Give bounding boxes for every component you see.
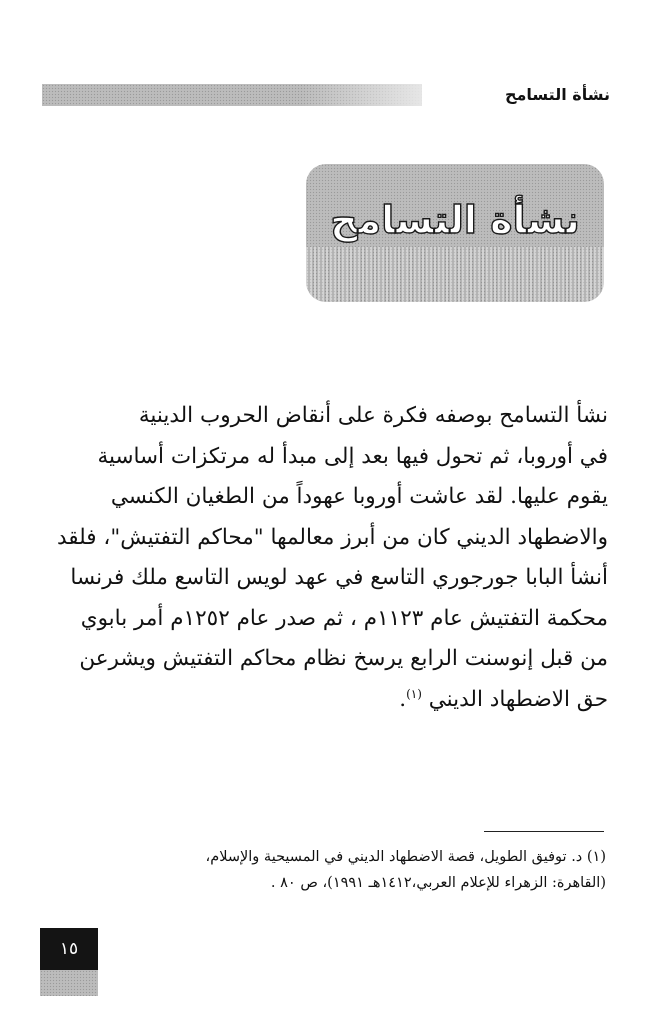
chapter-title-box [306, 164, 604, 302]
body-line: نشأ التسامح بوصفه فكرة على أنقاض الحروب الدينية [138, 403, 608, 428]
sentence-end: . [399, 686, 407, 712]
page-number-shadow [40, 970, 98, 996]
header-decorative-bar [42, 84, 422, 106]
footnote-line: (١) د. توفيق الطويل، قصة الاضطهاد الديني في المسيحية والإسلام، [205, 849, 606, 865]
body-line: يقوم عليها. لقد عاشت أوروبا عهوداً من الطغيان الكنسي [110, 484, 608, 509]
body-line-last [42, 680, 608, 721]
body-line: حق الاضطهاد الديني [428, 686, 608, 712]
footnotes [60, 844, 606, 896]
body-line: في أوروبا، ثم تحول فيها بعد إلى مبدأ له مرتكزات أساسية [97, 443, 608, 469]
body-line: من قبل إنوسنت الرابع يرسخ نظام محاكم التفتيش ويشرعن [79, 646, 608, 671]
running-head: نشأة التسامح [504, 85, 610, 104]
footnote-separator [484, 831, 604, 832]
footnote-line: (القاهرة: الزهراء للإعلام العربي،١٤١٢هـ ١٩٩١)، ص ٨٠ . [270, 875, 606, 891]
body-line: محكمة التفتيش عام ١١٢٣م ، ثم صدر عام ١٢٥٢م أمر بابوي [80, 605, 608, 631]
chapter-title: نشأة التسامح [330, 198, 580, 242]
body-line: أنشأ البابا جورجوري التاسع في عهد لويس التاسع ملك فرنسا [70, 565, 608, 590]
footnote-reference: (١) [406, 686, 422, 701]
body-paragraph [42, 396, 608, 720]
page-number: ١٥ [40, 928, 98, 970]
body-line: والاضطهاد الديني كان من أبرز معالمها "محاكم التفتيش"، فلقد [56, 524, 608, 550]
